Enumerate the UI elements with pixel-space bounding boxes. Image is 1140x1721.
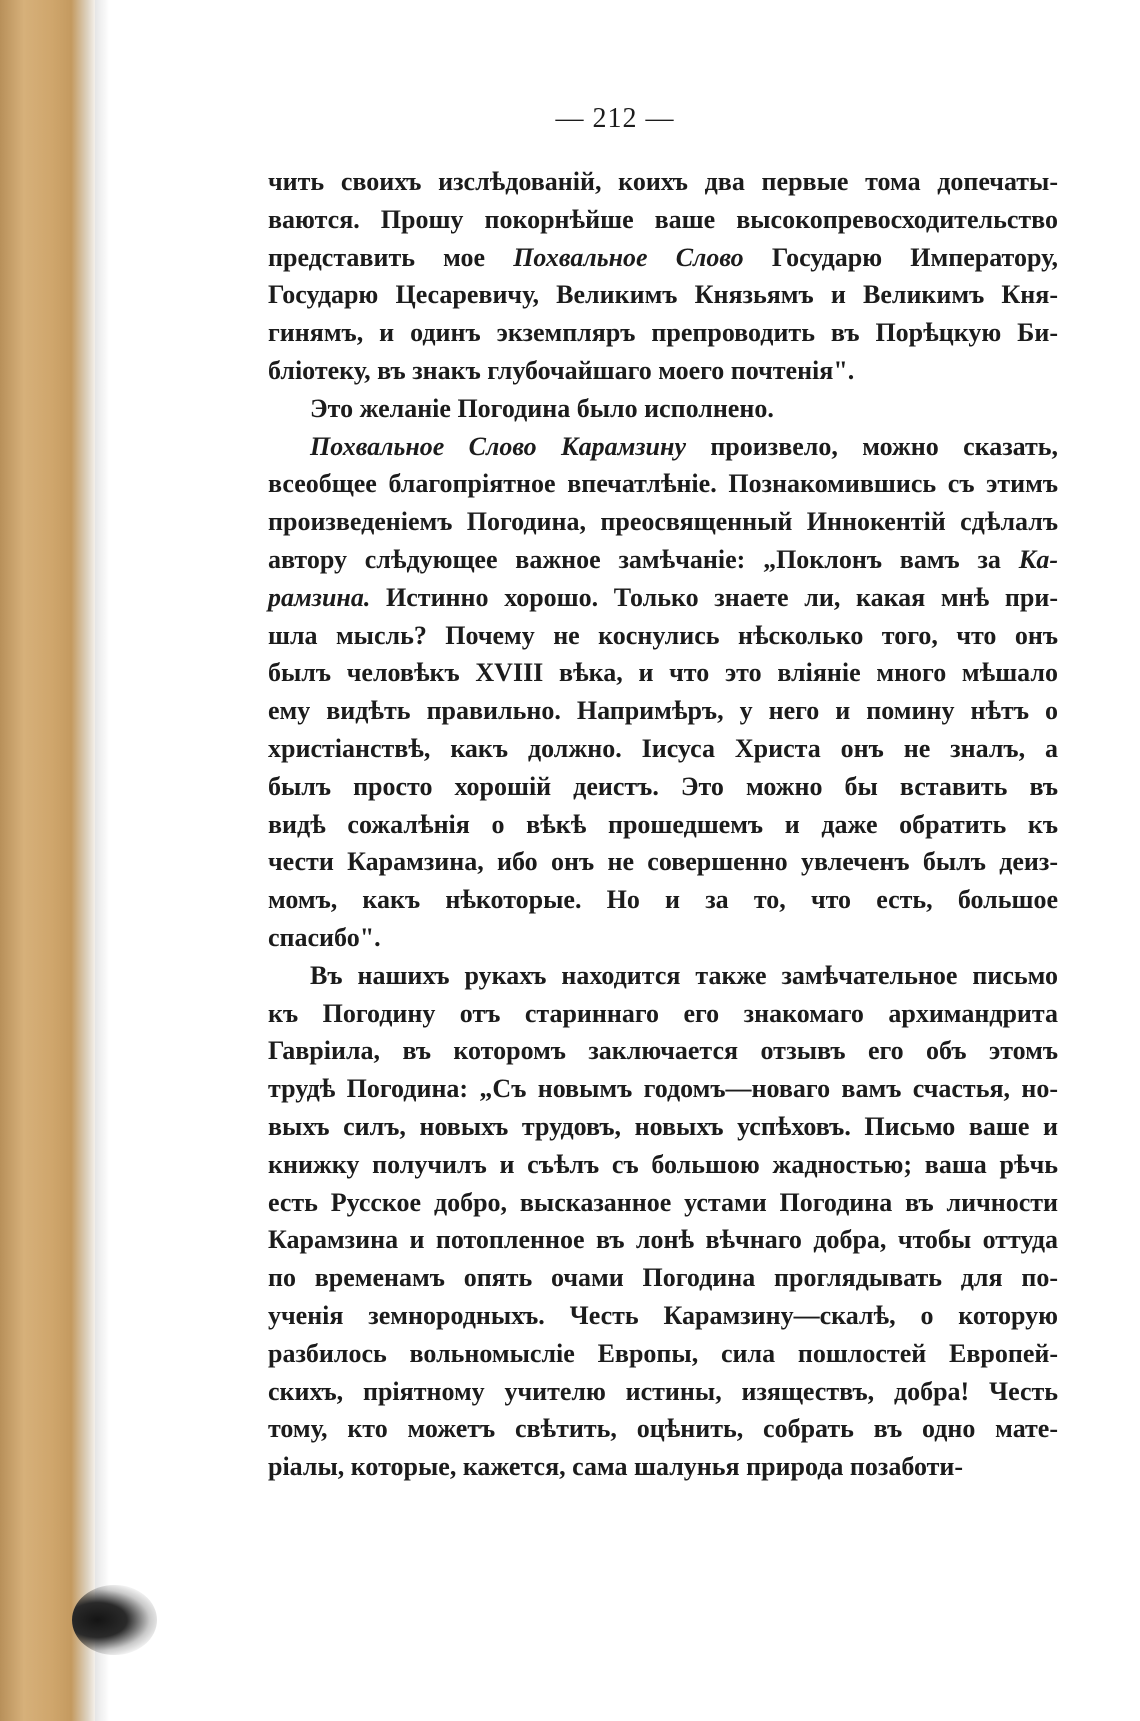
text-line: Въ нашихъ рукахъ находится также замѣчательное письмо bbox=[310, 960, 1058, 990]
paragraph bbox=[268, 390, 1058, 428]
text-line: спасибо". bbox=[268, 922, 381, 952]
text-line: бліотеку, въ знакъ глубочайшаго моего почтенія". bbox=[268, 355, 855, 385]
text-line: чить своихъ изслѣдованій, коихъ два первые тома допечаты- bbox=[268, 167, 1058, 196]
text-line: ваются. Прошу покорнѣйше ваше высокопревосходительство bbox=[268, 204, 1058, 234]
text-line: Государю Цесаревичу, Великимъ Князьямъ и Великимъ Кня- bbox=[268, 280, 1058, 310]
gutter-shadow bbox=[95, 0, 109, 1721]
text-line: произведеніемъ Погодина, преосвященный Иннокентій сдѣлалъ bbox=[268, 507, 1058, 537]
page-number: — 212 — bbox=[555, 103, 675, 134]
text-line: скихъ, пріятному учителю истины, изяществъ, добра! Честь bbox=[268, 1376, 1058, 1406]
text-line: есть Русское добро, высказанное устами Погодина въ личности bbox=[268, 1187, 1058, 1217]
text-line: рамзина. Истинно хорошо. Только знаете ли, какая мнѣ при- bbox=[268, 582, 1058, 612]
text-line: чести Карамзина, ибо онъ не совершенно увлеченъ былъ деиз- bbox=[268, 847, 1058, 877]
paragraph bbox=[268, 163, 1058, 390]
text-line: Гавріила, въ которомъ заключается отзывъ его объ этомъ bbox=[268, 1036, 1058, 1066]
text-line: ему видѣть правильно. Напримѣръ, у него и помину нѣтъ о bbox=[268, 696, 1058, 726]
text-line: Похвальное Слово Карамзину произвело, можно сказать, bbox=[310, 431, 1059, 461]
text-line: разбилось вольномысліе Европы, сила пошлостей Европей- bbox=[268, 1338, 1058, 1368]
text-line: трудѣ Погодина: „Съ новымъ годомъ—новаго вамъ счастья, но- bbox=[268, 1074, 1058, 1104]
text-line: выхъ силъ, новыхъ трудовъ, новыхъ успѣховъ. Письмо ваше и bbox=[268, 1111, 1058, 1141]
text-line: ученія земнородныхъ. Честь Карамзину—скалѣ, о которую bbox=[268, 1300, 1058, 1330]
text-line: книжку получилъ и съѣлъ съ большою жадностью; ваша рѣчь bbox=[268, 1149, 1058, 1179]
text-line: къ Погодину отъ стариннаго его знакомаго архимандрита bbox=[268, 998, 1058, 1028]
thumb-smudge bbox=[72, 1585, 157, 1655]
text-line: тому, кто можетъ свѣтить, оцѣнить, собрать въ одно мате- bbox=[268, 1414, 1058, 1444]
text-line: автору слѣдующее важное замѣчаніе: „Поклонъ вамъ за Ка- bbox=[268, 544, 1058, 574]
text-line: шла мысль? Почему не коснулись нѣсколько того, что онъ bbox=[268, 620, 1058, 650]
text-line: Карамзина и потопленное въ лонѣ вѣчнаго добра, чтобы оттуда bbox=[268, 1225, 1058, 1255]
text-line: видѣ сожалѣнія о вѣкѣ прошедшемъ и даже обратить къ bbox=[268, 809, 1058, 839]
text-line: былъ человѣкъ XVIII вѣка, и что это вліяніе много мѣшало bbox=[268, 658, 1058, 688]
text-line: представить мое Похвальное Слово Государю Императору, bbox=[268, 242, 1058, 272]
page-text bbox=[268, 163, 1058, 1486]
paragraph bbox=[268, 957, 1058, 1486]
text-line: христіанствѣ, какъ должно. Іисуса Христа онъ не зналъ, а bbox=[268, 733, 1058, 763]
text-line: Это желаніе Погодина было исполнено. bbox=[310, 393, 774, 423]
text-line: былъ просто хорошій деистъ. Это можно бы вставить въ bbox=[268, 771, 1058, 801]
text-line: всеобщее благопріятное впечатлѣніе. Познакомившись съ этимъ bbox=[268, 469, 1058, 499]
paragraph bbox=[268, 428, 1058, 957]
text-line: момъ, какъ нѣкоторые. Но и за то, что есть, большое bbox=[268, 885, 1058, 915]
text-line: ріалы, которые, кажется, сама шалунья природа позаботи- bbox=[268, 1452, 964, 1482]
text-line: по временамъ опять очами Погодина проглядывать для по- bbox=[268, 1263, 1058, 1293]
text-line: гинямъ, и одинъ экземпляръ препроводить въ Порѣцкую Би- bbox=[268, 318, 1058, 348]
book-spine-edge bbox=[0, 0, 95, 1721]
